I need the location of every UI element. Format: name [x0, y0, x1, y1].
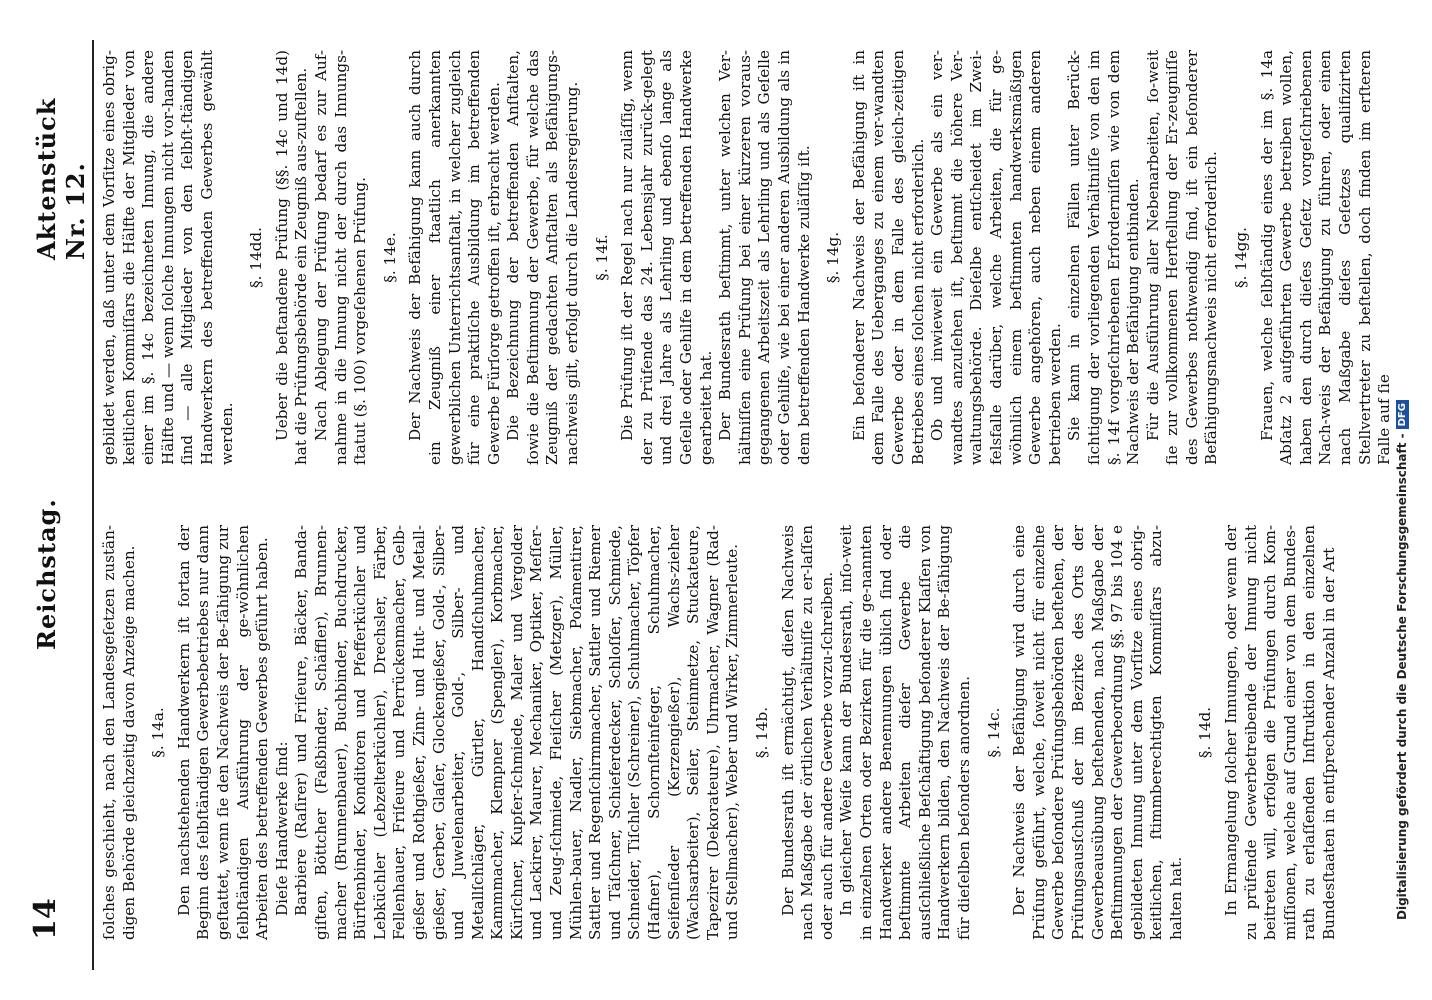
paragraph: Für die Ausführung aller Nebenarbeiten, ſo-weit ſie zur vollkommenen Herſtellung der Er-zeugniſſe des Gewerbes nothwendig ſind, iſt ein beſonderer Befähigungsnachweis nicht erforderlich.: [1143, 50, 1221, 465]
paragraph: Dieſe Handwerke ſind:: [272, 741, 291, 916]
paragraph: In gleicher Weiſe kann der Bundesrath, inſo-weit in einzelnen Orten oder Bezirken für die ge-nannten Handwerker andere Benennungen üblich ſind oder beſtimmte Arbeiten dieſer Gewerbe die ausſchließliche Beſchäftigung beſonderer Klaſſen von Handwerkern bilden, den Nachweis der Be-fähigung für dieſelben beſonders anordnen.: [837, 525, 973, 940]
section-heading: §. 14g.: [824, 231, 843, 284]
credit-text: Digitalisierung gefördert durch die Deutsche Forschungsgemeinschaft -: [1395, 433, 1409, 920]
page-number: 14: [28, 898, 63, 940]
paragraph: Der Bundesrath beſtimmt, unter welchen Ver-hältniſſen eine Prüfung bei einer kürzeren voraus-gegangenen Arbeitszeit als Lehrling und als Geſelle oder Gehilfe, wie bei einer anderen Ausbildung als in dem betreffenden Handwerke zuläſſig iſt.: [716, 50, 813, 465]
section-heading: §. 14e.: [380, 232, 399, 283]
section-heading: §. 14gg.: [1232, 227, 1251, 288]
header-rule: [92, 40, 94, 970]
paragraph: In Ermangelung ſolcher Innungen, oder wenn der zu prüfende Gewerbetreibende der Innung nicht beitreten will, erfolgen die Prüfungen durch Kom-miſſionen, welche auf Grund einer von dem Bundes-rath zu erlaſſenden Inſtruktion in den einzelnen Bundesſtaaten in entſprechender Anzahl in der Art: [1222, 525, 1339, 940]
paragraph: gebildet werden, daß unter dem Vorſitze eines obrig-keitlichen Kommiſſars die Hälfte der Mitglieder von einer im §. 14c bezeichneten Innung, die andere Hälfte und — wenn ſolche Innungen nicht vor-handen ſind — alle Mitglieder von den ſelbſt-ſtändigen Handwerkern des betreffenden Gewerbes gewählt werden.: [100, 50, 236, 465]
section-heading: §. 14d.: [1196, 706, 1215, 759]
paragraph: ſolches geschieht, nach den Landesgeſetzen zustän-digen Behörde gleichzeitig davon Anzeige machen.: [100, 525, 138, 940]
paragraph: Ueber die beſtandene Prüfung (§§. 14c und 14d) hat die Prüfungsbehörde ein Zeugniß aus-zuſtellen.: [272, 50, 311, 465]
section-heading: §. 14a.: [149, 707, 168, 758]
paragraph: Der Nachweis der Befähigung kann auch durch ein Zeugniß einer ſtaatlich anerkannten gewerblichen Unterrichtsanſtalt, in welcher zugleich für eine praktiſche Ausbildung im betreffenden Gewerbe Fürſorge getroffen iſt, erbracht werden.: [406, 50, 503, 465]
paragraph: Frauen, welche ſelbſtändig eines der im §. 14a Abſatz 2 aufgeführten Gewerbe betreiben wollen, haben den durch dieſes Geſetz vorgeſchriebenen Nach-weis der Befähigung zu führen, oder einen nach Maßgabe dieſes Geſetzes qualifizirten Stellvertreter zu beſtellen, doch finden im erſteren Falle auf ſie: [1257, 50, 1394, 465]
section-heading: §. 14b.: [753, 706, 771, 759]
section-heading: §. 14dd.: [247, 227, 266, 288]
right-column: [100, 50, 1395, 465]
digitization-credit: [1395, 20, 1409, 920]
paragraph: Ob und inwieweit ein Gewerbe als ein ver-wandtes anzuſehen iſt, beſtimmt die höhere Ver-waltungsbehörde. Dieſelbe entſcheidet im Zwei-felsfalle darüber, welche Arbeiten, die für ge-wöhnlich einem beſtimmten handwerksmäßigen Gewerbe angehören, auch neben einem anderen betrieben werden.: [928, 50, 1064, 465]
paragraph: Sie kann in einzelnen Fällen unter Berück-ſichtigung der vorliegenden Verhältniſſe von den im §. 14f vorgeſchriebenen Erforderniſſen wie von dem Nachweis der Befähigung entbinden.: [1065, 50, 1143, 465]
paragraph: Nach Ablegung der Prüfung bedarf es zur Auf-nahme in die Innung nicht der durch das Innungs-ſtatut (§. 100) vorgeſehenen Prüfung.: [311, 50, 370, 465]
paragraph: Der Bundesrath iſt ermächtigt, dieſen Nachweis nach Maßgabe der örtlichen Verhältniſſe zu er-laſſen oder auch für andere Gewerbe vorzu-ſchreiben.: [778, 525, 836, 940]
header-left-title: Reichstag.: [32, 498, 61, 650]
paragraph: Barbiere (Raſirer) und Friſeure, Bäcker, Banda-giſten, Böttcher (Faßbinder, Schäffler), Brunnen-macher (Brunnenbauer), Buchbinder, Buchdrucker, Bürſtenbinder, Konditoren und Pfefferküchler und Lebküchler (Lebzelterküchler), Drechsler, Färber, Fellenhauer, Friſeure und Perrückenmacher, Gelb-gießer und Rothgießer, Zinn- und Hut- und Metall-gießer, Gerber, Glaſer, Glockengießer, Gold-, Silber- und Juwelenarbeiter, Gold-, Silber- und Metallſchläger, Gürtler, Handſchuhmacher, Kammmacher, Klempner (Spengler), Korbmacher, Kürſchner, Kupfer-ſchmiede, Maler und Vergolder und Lackirer, Maurer, Mechaniker, Optiker, Meſſer- und Zeug-ſchmiede, Fleiſcher (Metzger), Müller, Mühlen-bauer, Nadler, Siebmacher, Poſamentirer, Sattler und Regenſchirmmacher, Sattler und Riemer und Täſchner, Schieferdecker, Schloſſer, Schmiede, Schneider, Tiſchler (Schreiner), Schuhmacher, Töpfer (Hafner), Schornſteinfeger, Schuhmacher, Seifenſieder (Kerzengießer), Wachs-zieher (Wachsarbeiter), Seiler, Steinmetze, Stuckateure, Tapezirer (Dekorateure), Uhrmacher, Wagner (Rad- und Stellmacher), Weber und Wirker, Zimmerleute.: [292, 525, 742, 940]
paragraph: Die Prüfung iſt der Regel nach nur zuläſſig, wenn der zu Prüfende das 24. Lebensjahr zurück-gelegt und drei Jahre als Lehrling und ebenſo lange als Geſelle oder Gehilfe in dem betreffenden Handwerke gearbeitet hat.: [618, 50, 715, 465]
paragraph: Den nachstehenden Handwerkern iſt fortan der Beginn des ſelbſtändigen Gewerbebetriebes nur dann geſtattet, wenn ſie den Nachweis der Be-fähigung zur ſelbſtändigen Ausführung der ge-wöhnlichen Arbeiten des betreffenden Gewerbes geführt haben.: [174, 525, 272, 940]
paragraph: Die Bezeichnung der betreffenden Anſtalten, ſowie die Beſtimmung der Gewerbe, für welche das Zeugniß der gedachten Anſtalten als Befähigungs-nachweis gilt, erfolgt durch die Landesregierung.: [504, 50, 582, 465]
dfg-logo: DFG: [1396, 400, 1409, 429]
left-column: [100, 525, 1340, 940]
section-heading: §. 14c.: [984, 707, 1003, 758]
header-right-title: Aktenstück Nr. 12.: [32, 97, 90, 260]
paragraph: Der Nachweis der Befähigung wird durch eine Prüfung geführt, welche, ſoweit nicht für einzelne Gewerbe beſondere Prüfungsbehörden beſtehen, der Prüfungsausſchuß der im Bezirke des Orts der Gewerbeausübung beſtehenden, nach Maßgabe der Beſtimmungen der Gewerbeordnung §§. 97 bis 104 e gebildeten Innung unter dem Vorſitze eines obrig-keitlichen, ſtimmberechtigten Kommiſſars abzu-halten hat.: [1010, 525, 1185, 940]
page-header: [20, 60, 90, 960]
paragraph: Ein beſonderer Nachweis der Befähigung iſt in dem Falle des Ueberganges zu einem ver-wandten Gewerbe oder in dem Falle des gleich-zeitigen Betriebes eines ſolchen nicht erforderlich.: [849, 50, 927, 465]
section-heading: §. 14f.: [592, 234, 611, 281]
